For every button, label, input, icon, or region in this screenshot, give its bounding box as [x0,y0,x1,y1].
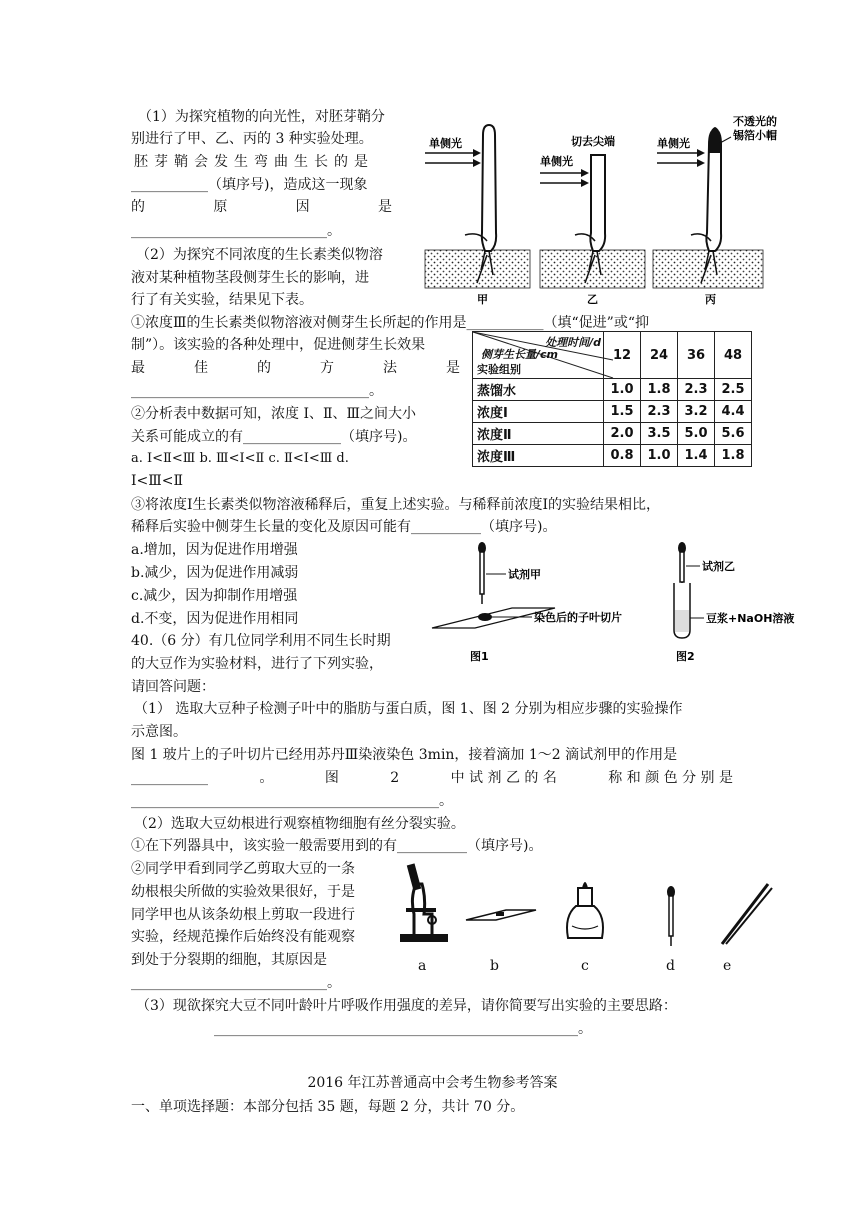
table-cell: 5.0 [678,423,715,445]
coleoptile-yi [540,134,645,288]
row-label: 浓度Ⅱ [473,423,604,445]
table-cell: 1.8 [641,379,678,401]
q40-line: （2）选取大豆幼根进行观察植物细胞有丝分裂实验。 [134,816,465,832]
table-cell: 1.0 [604,379,641,401]
q2-option-a: a.增加，因为促进作用增强 [131,542,298,558]
table-cell: 4.4 [715,401,752,423]
tweezers-icon [722,884,772,944]
q40-answer-blank: ____________________________________________。 [131,793,453,809]
light-label: 单侧光 [429,137,462,150]
time-header: 24 [641,332,678,379]
tool-label-d: d [666,958,675,974]
table-cell: 3.5 [641,423,678,445]
coleoptile-figure [415,105,775,310]
q2-options: a. Ⅰ<Ⅱ<Ⅲ b. Ⅲ<Ⅰ<Ⅱ c. Ⅱ<Ⅰ<Ⅲ d. [131,451,349,466]
figure-caption-bing: 丙 [705,293,716,306]
table-cell: 1.0 [641,445,678,467]
light-label: 单侧光 [540,155,573,168]
table-row [473,379,752,401]
foil-label: 锡箔小帽 [733,129,777,142]
q40-answer-blank: ____________________________。 [131,975,341,991]
q40-line: 示意图。 [131,724,187,740]
q40-line: 40.（6 分）有几位同学利用不同生长时期 [131,633,391,649]
q40-line: ___________ 。 图 2 中 试 剂 乙 的 名 称 和 颜 色 分 别 是 [131,770,733,786]
q40-line: ①在下列器具中，该实验一般需要用到的有__________（填序号)。 [131,838,543,854]
table-cell: 2.5 [715,379,752,401]
table-cell: 3.2 [678,401,715,423]
q2-line: ①浓度Ⅲ的生长素类似物溶液对侧芽生长所起的作用是___________（填“促进”或“抑 [131,315,649,331]
q40-line: （3）现欲探究大豆不同叶龄叶片呼吸作用强度的差异，请你简要写出实验的主要思路： [136,998,677,1014]
q2-option-d: Ⅰ<Ⅲ<Ⅱ [131,473,184,489]
table-row [473,401,752,423]
q2-line: 稀释后实验中侧芽生长量的变化及原因可能有__________（填序号)。 [131,519,557,535]
light-label: 单侧光 [657,137,690,150]
figure1-caption: 图1 [470,650,489,663]
table-cell: 1.5 [604,401,641,423]
q40-line: 到处于分裂期的细胞，其原因是 [131,952,327,968]
q2-line: ②分析表中数据可知，浓度 Ⅰ、Ⅱ、Ⅲ之间大小 [131,406,416,422]
table-cell: 1.4 [678,445,715,467]
q2-line: 关系可能成立的有______________（填序号)。 [131,429,417,445]
q2-line: 行了有关实验，结果见下表。 [131,292,313,308]
tool-label-b: b [490,958,499,974]
q1-line: 的 原 因 是 [131,199,392,215]
row-label: 浓度Ⅰ [473,401,604,423]
q2-option-b: b.减少，因为促进作用减弱 [131,565,299,581]
tools-figure [392,858,782,976]
tool-label-a: a [418,958,427,974]
coleoptile-jia [425,125,530,288]
reagent-b-label: 试剂乙 [702,560,735,573]
row-label: 蒸馏水 [473,379,604,401]
header-growth: 侧芽生长量/cm [481,348,558,361]
q2-answer-blank: __________________________________。 [131,383,383,399]
time-header: 12 [604,332,641,379]
dropper-icon [478,542,486,604]
q40-line: ②同学甲看到同学乙剪取大豆的一条 [131,861,355,877]
q40-line: （1） 选取大豆种子检测子叶中的脂肪与蛋白质，图 1、图 2 分别为相应步骤的实验操作 [134,701,683,717]
table-cell: 2.3 [641,401,678,423]
q40-line: 的大豆作为实验材料，进行了下列实验， [131,656,383,672]
figure-caption-yi: 乙 [587,293,598,306]
figure-caption-jia: 甲 [477,293,488,306]
results-table [472,331,752,467]
reagent-figures [420,538,795,666]
q40-line: 请回答问题： [131,679,215,695]
coleoptile-bing [653,114,777,288]
q1-line: （1）为探究植物的向光性，对胚芽鞘分 [138,109,385,125]
table-row [473,423,752,445]
q2-line: 最 佳 的 方 法 是 [131,360,460,376]
q2-option-c: c.减少，因为抑制作用增强 [131,588,298,604]
tool-label-e: e [723,958,732,974]
slide-label: 染色后的子叶切片 [534,611,622,624]
q2-line: 液对某种植物茎段侧芽生长的影响，进 [131,270,369,286]
q40-line: 幼根根尖所做的实验效果很好，于是 [131,884,355,900]
q2-line: 制”）。该实验的各种处理中，促进侧芽生长效果 [131,337,426,353]
tool-label-c: c [581,958,589,974]
q2-option-d: d.不变，因为促进作用相同 [131,611,299,627]
q1-answer-blank: ___________（填序号)，造成这一现象 [131,177,368,193]
q1-line: 胚芽鞘会发生弯曲生长的是 [134,154,374,170]
q2-line: ③将浓度Ⅰ生长素类似物溶液稀释后，重复上述实验。与稀释前浓度Ⅰ的实验结果相比， [131,497,661,513]
answers-section-1: 一、单项选择题：本部分包括 35 题，每题 2 分，共计 70 分。 [131,1099,525,1115]
table-diagonal-header [473,332,604,379]
dropper-icon [678,542,686,590]
table-cell: 2.3 [678,379,715,401]
dropper-icon [667,886,675,946]
table-header-row [473,332,752,379]
row-label: 浓度Ⅲ [473,445,604,467]
q40-line: 同学甲也从该条幼根上剪取一段进行 [131,907,355,923]
table-cell: 1.8 [715,445,752,467]
answers-title: 2016 年江苏普通高中会考生物参考答案 [307,1075,558,1091]
figure2-caption: 图2 [676,650,695,663]
table-cell: 0.8 [604,445,641,467]
reagent-a-label: 试剂甲 [508,568,541,581]
q40-line: 图 1 玻片上的子叶切片已经用苏丹Ⅲ染液染色 3min，接着滴加 1～2 滴试剂甲的作用是 [131,747,678,763]
tube-label: 豆浆+NaOH溶液 [706,612,795,625]
microscope-icon [400,863,448,942]
table-cell: 5.6 [715,423,752,445]
alcohol-lamp-icon [567,882,603,938]
table-cell: 2.0 [604,423,641,445]
tools-drawing [392,858,782,954]
time-header: 48 [715,332,752,379]
q1-line: 别进行了甲、乙、丙的 3 种实验处理。 [131,131,373,147]
section-icon [478,613,492,621]
cut-tip-label: 切去尖端 [571,135,615,148]
q40-answer-blank: ____________________________________________________。 [214,1021,592,1037]
table-row [473,445,752,467]
foil-label: 不透光的 [733,115,777,128]
header-time: 处理时间/d [545,336,601,349]
time-header: 36 [678,332,715,379]
header-group: 实验组别 [477,363,521,376]
q1-answer-blank: ____________________________。 [131,223,341,239]
q40-line: 实验，经规范操作后始终没有能观察 [131,929,355,945]
q2-line: （2）为探究不同浓度的生长素类似物溶 [136,247,383,263]
